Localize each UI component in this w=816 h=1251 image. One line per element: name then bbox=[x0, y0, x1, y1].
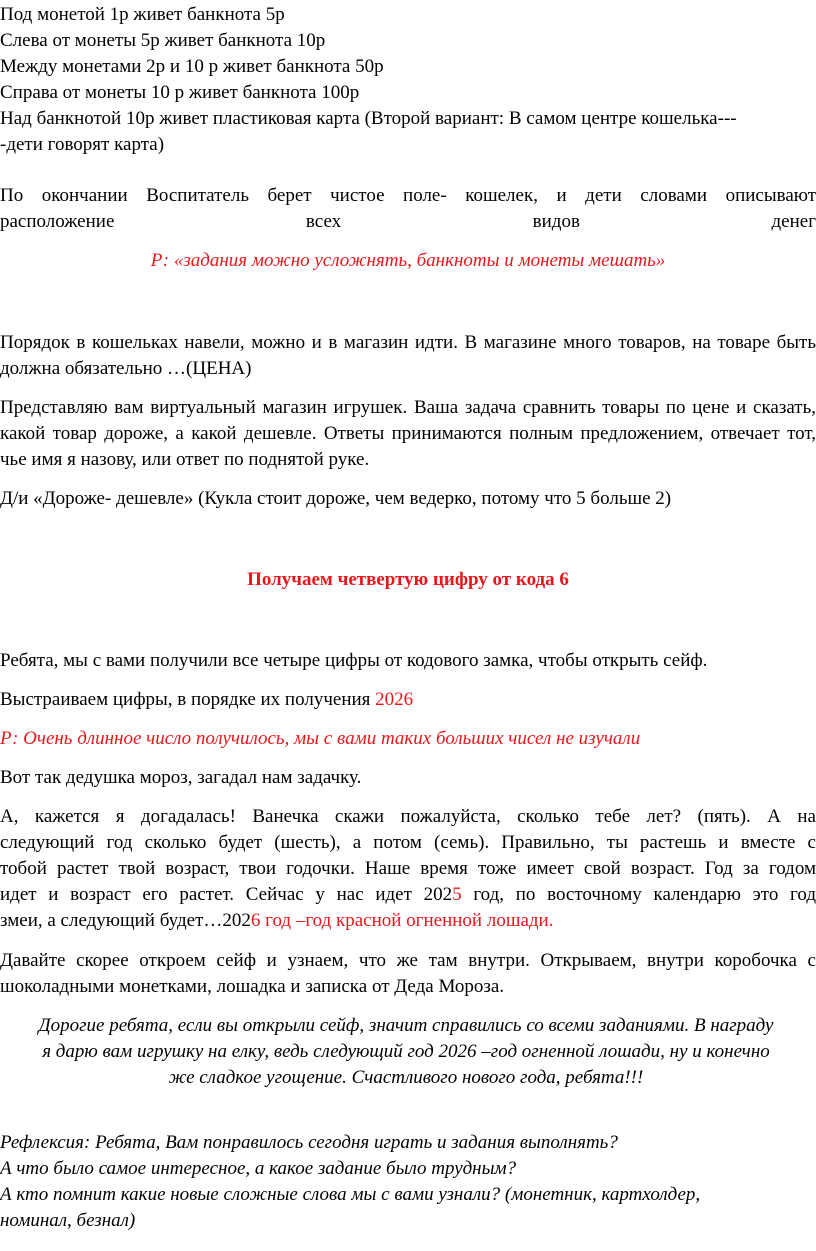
age-line-5 bbox=[0, 908, 816, 934]
paragraph-arrange bbox=[0, 687, 816, 713]
wallet-line: Под монетой 1р живет банкнота 5р bbox=[0, 4, 285, 25]
wallet-line: Между монетами 2р и 10 р живет банкнота 50р bbox=[0, 56, 384, 77]
letter-line: я дарю вам игрушку на елку, ведь следующий год 2026 –год огненной лошади, ну и конечно bbox=[42, 1041, 770, 1062]
reflection-line: номинал, безнал) bbox=[0, 1210, 136, 1231]
wallet-layout-list bbox=[0, 2, 816, 158]
paragraph-open-safe: Давайте скорее откроем сейф и узнаем, что же там внутри. Открываем, внутри коробочка с шоколадными монетками, лошадка и записка от Деда Мороза. bbox=[0, 950, 816, 997]
arrange-text: Выстраиваем цифры, в порядке их получения bbox=[0, 689, 376, 710]
reflection-line: Рефлексия: Ребята, Вам понравилось сегодня играть и задания выполнять? bbox=[0, 1132, 618, 1153]
code-number: 2026 bbox=[375, 689, 414, 710]
letter-line: же сладкое угощение. Счастливого нового года, ребята!!! bbox=[168, 1067, 644, 1088]
paragraph-santa: Вот так дедушка мороз, загадал нам задачку. bbox=[0, 767, 362, 788]
wallet-line: Над банкнотой 10р живет пластиковая карта (Второй вариант: В самом центре кошелька--- bbox=[0, 108, 737, 129]
wallet-line: Справа от монеты 10 р живет банкнота 100р bbox=[0, 82, 360, 103]
year-digit-5: 5 bbox=[452, 884, 462, 905]
age-line: А, кажется я догадалась! Ванечка скажи пожалуйста, сколько тебе лет? (пять). А на bbox=[0, 806, 816, 827]
wallet-line: Слева от монеты 5р живет банкнота 10р bbox=[0, 30, 326, 51]
reflection-block bbox=[0, 1130, 816, 1234]
santa-letter bbox=[0, 1013, 816, 1091]
paragraph-order: Порядок в кошельках навели, можно и в магазин идти. В магазине много товаров, на товаре быть должна обязательно …(ЦЕНА) bbox=[0, 332, 816, 379]
note-long-number: Р: Очень длинное число получилось, мы с вами таких больших чисел не изучали bbox=[0, 728, 641, 749]
age-line-4 bbox=[0, 882, 816, 908]
wallet-line: -дети говорят карта) bbox=[0, 134, 165, 155]
reflection-line: А кто помнит какие новые сложные слова мы с вами узнали? (монетник, картхолдер, bbox=[0, 1184, 701, 1205]
age-line-4-a: идет и возраст его растет. Сейчас у нас идет 202 bbox=[0, 884, 453, 905]
age-line-4-c: год, по восточному календарю это год bbox=[461, 884, 816, 905]
heading-fourth-digit: Получаем четвертую цифру от кода 6 bbox=[247, 569, 569, 590]
note-complicate: Р: «задания можно усложнять, банкноты и монеты мешать» bbox=[150, 250, 666, 271]
age-line: тобой растет твой возраст, твои годочки. Наше время тоже имеет свой возраст. Год за годом bbox=[0, 858, 816, 879]
horse-year-text: 6 год –год красной огненной лошади. bbox=[250, 910, 554, 931]
paragraph-finish bbox=[0, 183, 816, 235]
letter-line: Дорогие ребята, если вы открыли сейф, значит справились со всеми заданиями. В награду bbox=[38, 1015, 774, 1036]
paragraph-game: Д/и «Дороже- дешевле» (Кукла стоит дороже, чем ведерко, потому что 5 больше 2) bbox=[0, 488, 672, 509]
age-line-5-a: змеи, а следующий будет…202 bbox=[0, 910, 251, 931]
age-line: следующий год сколько будет (шесть), а потом (семь). Правильно, ты растешь и вместе с bbox=[0, 832, 816, 853]
paragraph-shop: Представляю вам виртуальный магазин игрушек. Ваша задача сравнить товары по цене и сказать, какой товар дороже, а какой дешевле. Ответы принимаются полным предложением, отвечает тот, чье имя я назову, или ответ по поднятой руке. bbox=[0, 397, 816, 470]
paragraph-age bbox=[0, 804, 816, 934]
reflection-line: А что было самое интересное, а какое задание было трудным? bbox=[0, 1158, 517, 1179]
paragraph-digits: Ребята, мы с вами получили все четыре цифры от кодового замка, чтобы открыть сейф. bbox=[0, 650, 708, 671]
paragraph-finish-text: По окончании Воспитатель берет чистое поле- кошелек, и дети словами описывают расположение всех видов денег bbox=[0, 185, 816, 232]
